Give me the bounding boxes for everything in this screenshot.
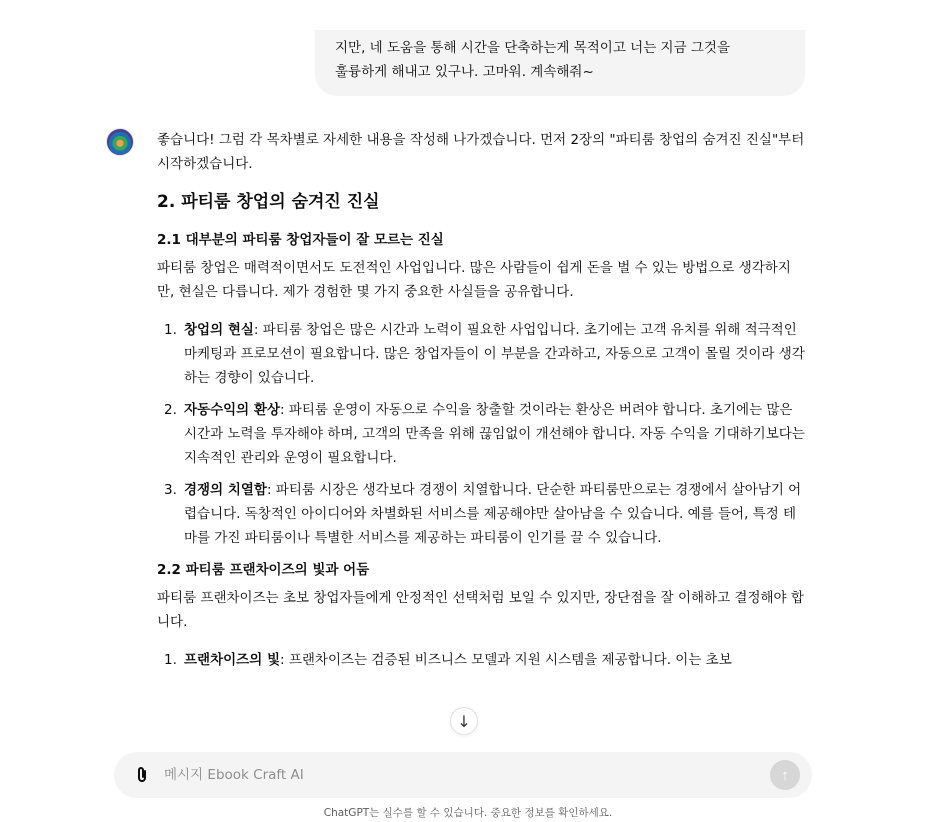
disclaimer-text: ChatGPT는 실수를 할 수 있습니다. 중요한 정보를 확인하세요. [323,807,613,819]
list-item-number: 2. [164,402,177,418]
list-item [157,318,807,390]
list-item-text: : 프랜차이즈는 검증된 비즈니스 모델과 지원 시스템을 제공합니다. 이는 초보 [280,652,732,668]
paperclip-icon[interactable] [132,765,152,785]
user-message-bubble [315,30,805,96]
subsection-paragraph-2-1: 파티룸 창업은 매력적이면서도 도전적인 사업입니다. 많은 사람들이 쉽게 돈을 벌 수 있는 방법으로 생각하지만, 현실은 다릅니다. 제가 경험한 몇 가지 중요한 사실들을 공유합니다. [157,260,791,300]
list-item-number: 1. [164,322,177,338]
assistant-message [157,128,807,758]
send-button[interactable] [770,760,800,790]
subsection-title-2-2: 2.2 파티룸 프랜차이즈의 빛과 어둠 [157,562,370,578]
list-item-text: : 파티룸 운영이 자동으로 수익을 창출할 것이라는 환상은 버려야 합니다. 초기에는 많은 시간과 노력을 투자해야 하며, 고객의 만족을 위해 끊임없이 개선해야 합니다. 자동 수익을 기대하기보다는 지속적인 관리와 운영이 필요합니다. [184,402,805,466]
subsection-list-2-1 [157,318,807,550]
list-item-number: 3. [164,482,177,498]
message-composer [114,752,812,798]
list-item-text: : 파티룸 창업은 많은 시간과 노력이 필요한 사업입니다. 초기에는 고객 유치를 위해 적극적인 마케팅과 프로모션이 필요합니다. 많은 창업자들이 이 부분을 간과하고, 자동으로 고객이 몰릴 것이라 생각하는 경향이 있습니다. [184,322,805,386]
list-item [157,648,807,672]
assistant-avatar [106,128,134,156]
user-message-line-1: 지만, 네 도움을 통해 시간을 단축하는게 목적이고 너는 지금 그것을 [335,40,731,56]
scroll-to-bottom-button[interactable] [450,707,478,735]
section-heading: 2. 파티룸 창업의 숨겨진 진실 [157,192,380,212]
message-input[interactable] [164,767,770,783]
subsection-title-2-1: 2.1 대부분의 파티룸 창업자들이 잘 모르는 진실 [157,232,444,248]
list-item [157,478,807,550]
arrow-up-icon: ↑ [781,766,789,784]
list-item-term: 창업의 현실 [184,322,254,338]
subsection-list-2-2 [157,648,807,672]
list-item-number: 1. [164,652,177,668]
assistant-intro: 좋습니다! 그럼 각 목차별로 자세한 내용을 작성해 나가겠습니다. 먼저 2장의 "파티룸 창업의 숨겨진 진실"부터 시작하겠습니다. [157,132,805,172]
list-item-text: : 파티룸 시장은 생각보다 경쟁이 치열합니다. 단순한 파티룸만으로는 경쟁에서 살아남기 어렵습니다. 독창적인 아이디어와 차별화된 서비스를 제공해야만 살아남을 수 있습니다. 예를 들어, 특정 테마를 가진 파티룸이나 특별한 서비스를 제공하는 파티룸이 인기를 끌 수 있습니다. [184,482,802,546]
user-message-line-2: 훌륭하게 해내고 있구나. 고마워. 계속해줘~ [335,64,594,80]
list-item-term: 경쟁의 치열함 [184,482,267,498]
arrow-down-icon: ↓ [457,711,471,731]
subsection-paragraph-2-2: 파티룸 프랜차이즈는 초보 창업자들에게 안정적인 선택처럼 보일 수 있지만, 장단점을 잘 이해하고 결정해야 합니다. [157,590,804,630]
list-item-term: 프랜차이즈의 빛 [184,652,280,668]
list-item [157,398,807,470]
list-item-term: 자동수익의 환상 [184,402,280,418]
